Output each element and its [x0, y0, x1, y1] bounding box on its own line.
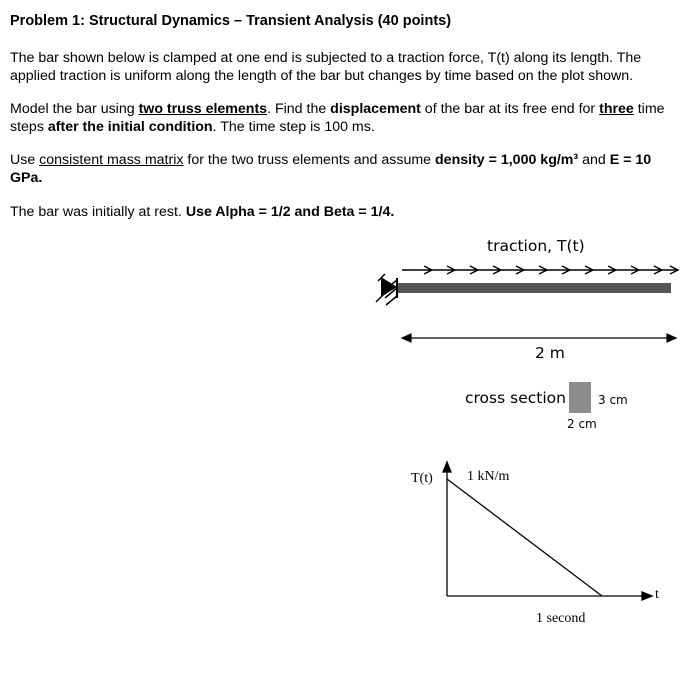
length-dimension	[402, 334, 676, 342]
p2-two-truss-elements: two truss elements	[138, 101, 268, 117]
plot-x-tick-label: 1 second	[536, 611, 586, 626]
plot-y-label: T(t)	[411, 471, 433, 486]
p3-modulus: E = 10 GPa.	[10, 152, 652, 186]
problem-title: Problem 1: Structural Dynamics – Transient Analysis (40 points)	[10, 13, 452, 29]
height-label: 3 cm	[598, 393, 628, 407]
cross-section-label: cross section	[465, 389, 566, 407]
p4-text-1: The bar was initially at rest.	[10, 204, 186, 220]
p3-density: density = 1,000 kg/m³	[435, 152, 579, 168]
p2-text-9: . The time step is 100 ms.	[212, 118, 375, 135]
traction-plot	[447, 479, 602, 596]
traction-label: traction, T(t)	[487, 237, 585, 255]
p2-text-1: Model the bar using	[10, 101, 139, 117]
p3-consistent-mass-matrix: consistent mass matrix	[39, 152, 184, 168]
p3-text-5: and	[578, 152, 610, 168]
p4-alpha-beta: Use Alpha = 1/2 and Beta = 1/4.	[185, 204, 395, 220]
p2-text-7: time steps	[10, 101, 665, 135]
clamp-support-icon	[376, 274, 397, 305]
plot-x-label: t	[655, 587, 659, 602]
bar	[398, 283, 671, 293]
width-label: 2 cm	[567, 417, 597, 431]
traction-arrows	[402, 266, 678, 274]
p3-text-3: for the two truss elements and assume	[183, 152, 436, 168]
plot-y-tick-label: 1 kN/m	[467, 469, 510, 484]
paragraph-bar-description: The bar shown below is clamped at one end is subjected to a traction force, T(t) along its length. The applied traction is uniform along the length of the bar but changes by time based on the plot shown.	[10, 50, 642, 84]
traction-series-line	[447, 479, 602, 596]
length-label: 2 m	[535, 344, 565, 362]
y-axis-arrow	[443, 462, 451, 472]
p2-text-5: of the bar at its free end for	[420, 101, 600, 117]
p2-displacement: displacement	[330, 101, 421, 117]
cross-section-icon	[569, 382, 591, 413]
p2-three: three	[599, 101, 634, 117]
p2-after-initial-condition: after the initial condition	[47, 118, 213, 135]
x-axis-arrow	[642, 592, 652, 600]
p3-text-1: Use	[10, 152, 40, 168]
p2-text-3: . Find the	[267, 101, 331, 117]
